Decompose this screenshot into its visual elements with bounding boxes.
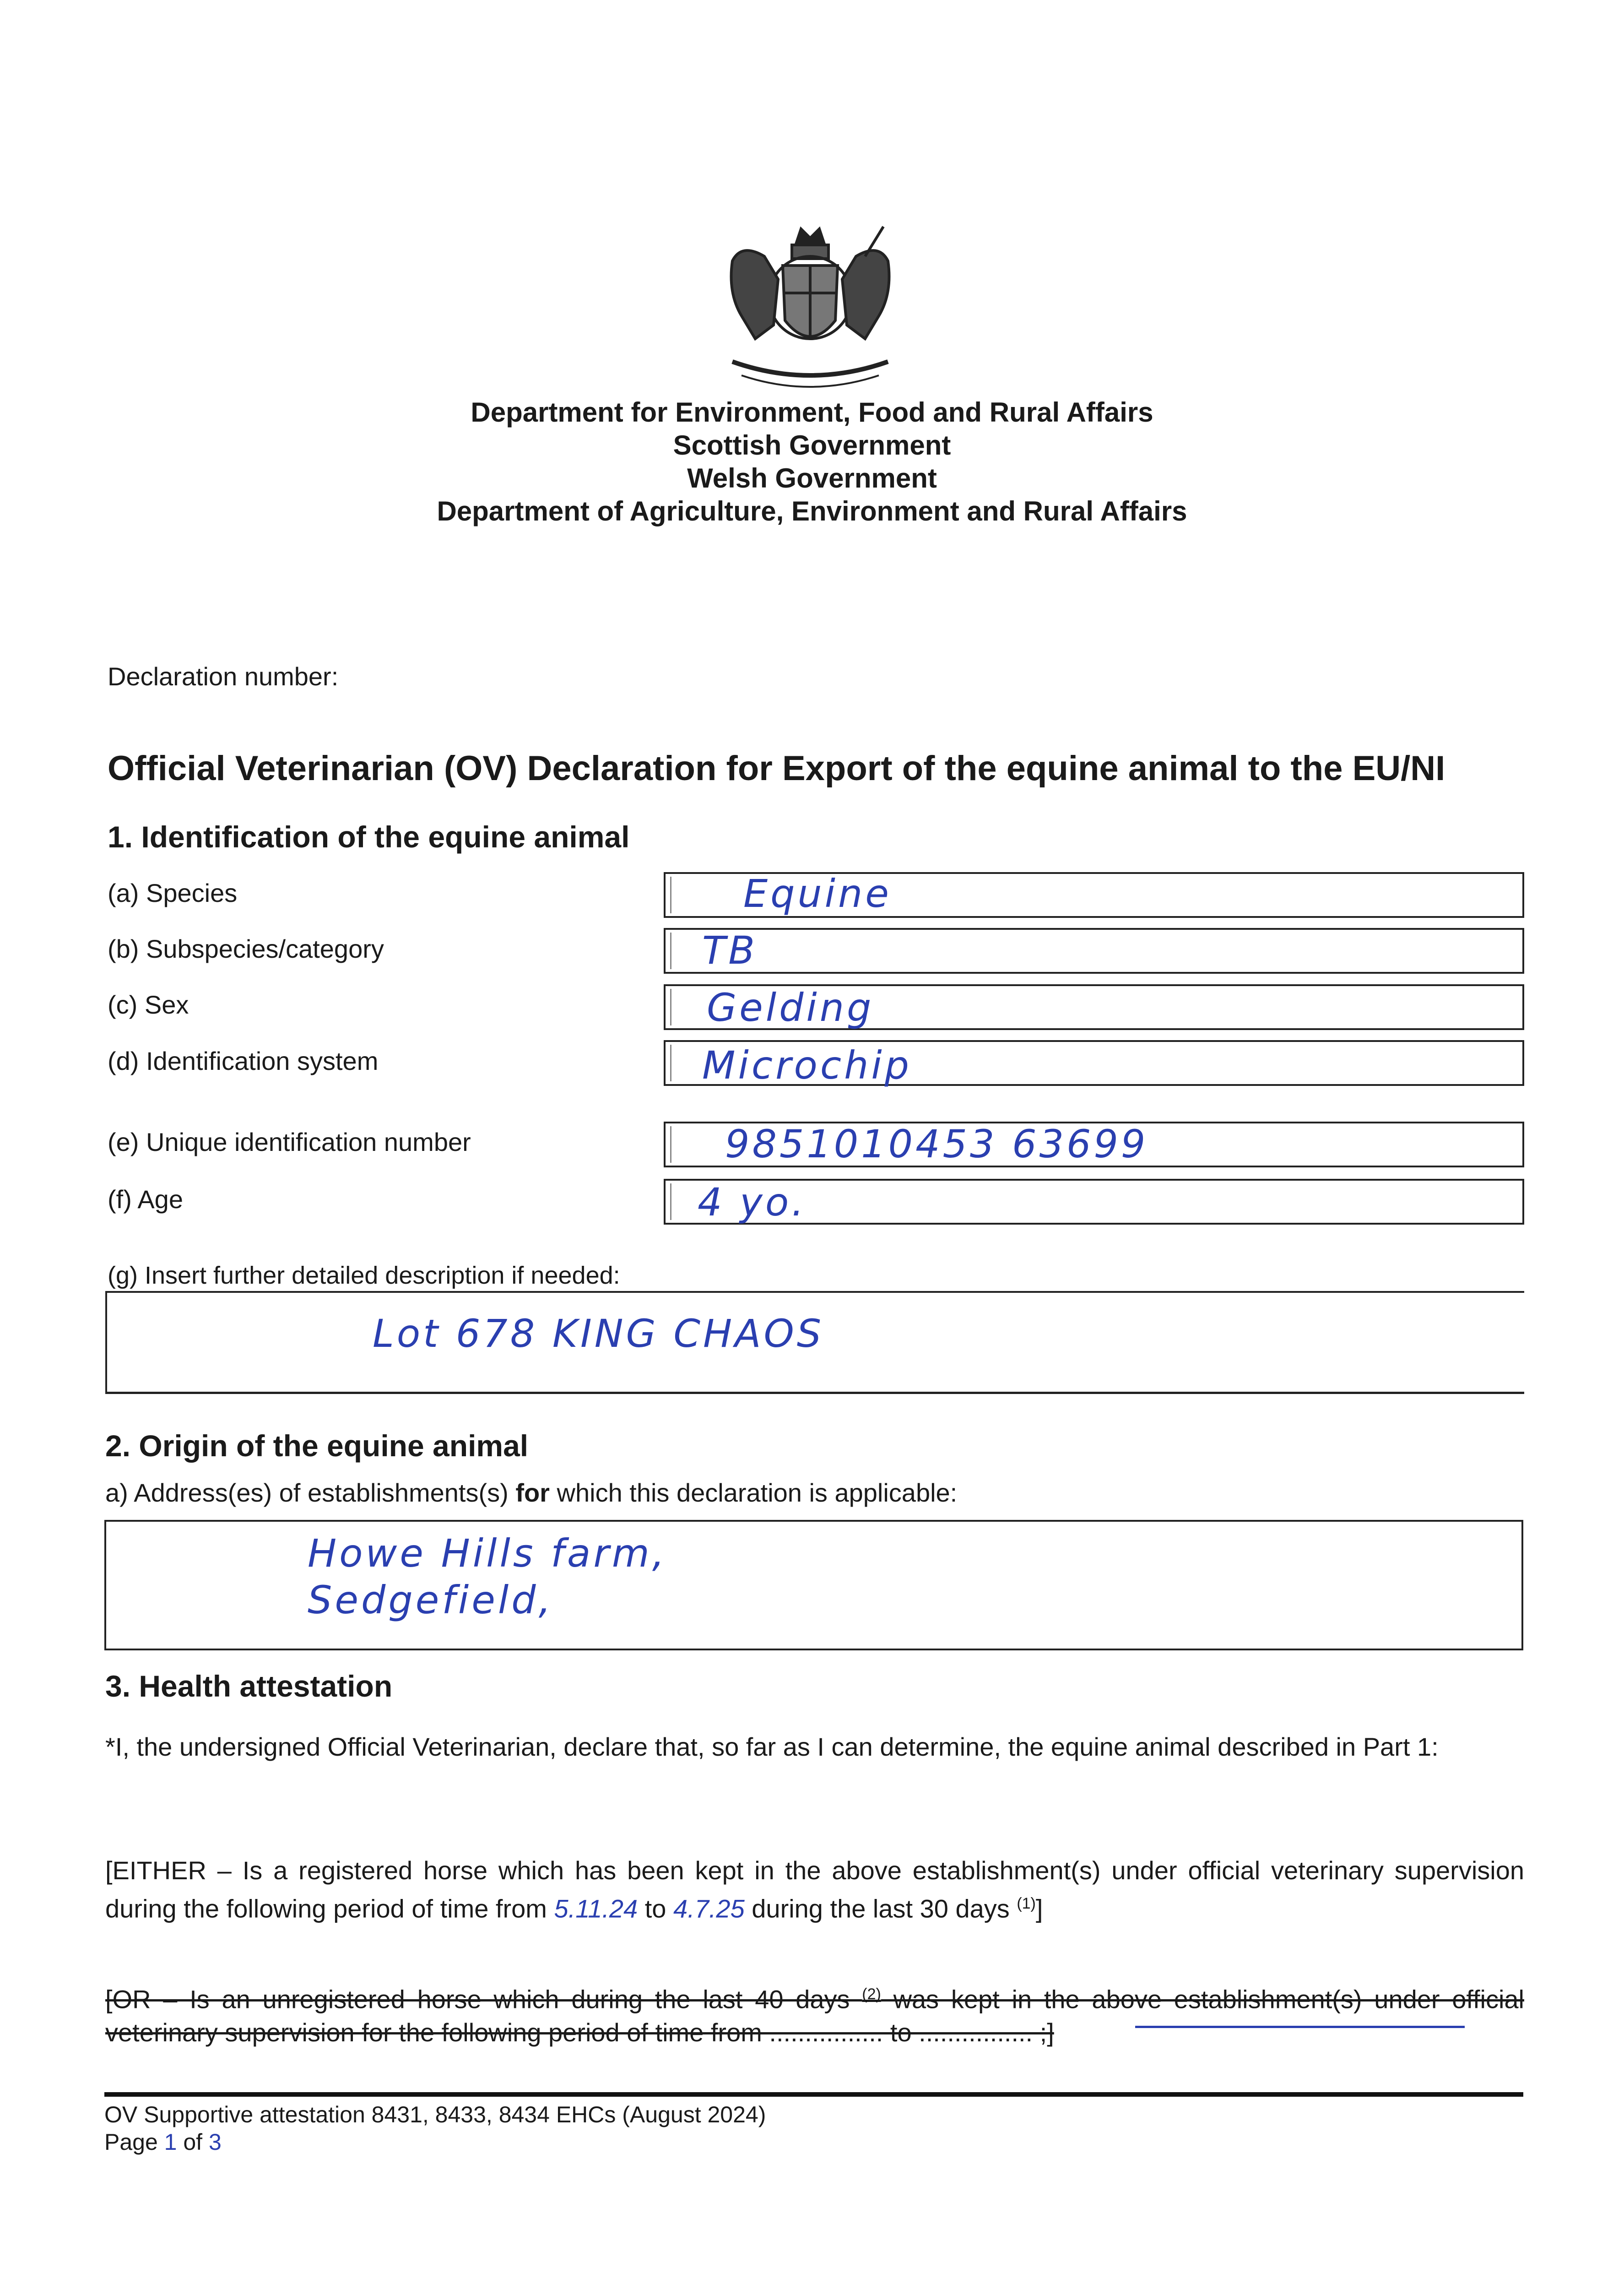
attestation-intro: *I, the undersigned Official Veterinarian, declare that, so far as I can determine, the equine animal described in Part 1: (105, 1732, 1439, 1761)
declaration-number-label: Declaration number: (108, 662, 339, 691)
strike-line (1135, 2026, 1465, 2028)
address-field[interactable] (104, 1520, 1523, 1650)
species-field[interactable] (664, 872, 1524, 918)
further-description-value: Lot 678 KING CHAOS (373, 1311, 824, 1356)
department-name: Department for Environment, Food and Rural Affairs (471, 397, 1153, 428)
department-name: Department of Agriculture, Environment and Rural Affairs (437, 496, 1187, 526)
address-label: a) Address(es) of establishments(s) for which this declaration is applicable: (105, 1478, 958, 1507)
footer-rule (104, 2092, 1523, 2097)
either-to-date: 4.7.25 (673, 1894, 745, 1923)
species-label: (a) Species (108, 879, 238, 907)
section-3-heading: 3. Health attestation (105, 1669, 393, 1703)
unique-id-field[interactable] (664, 1122, 1524, 1167)
age-value: 4 yo. (698, 1180, 807, 1225)
footer-attestation-ref: OV Supportive attestation 8431, 8433, 8434 EHCs (August 2024) (104, 2102, 766, 2127)
department-name: Scottish Government (673, 430, 951, 461)
sex-label: (c) Sex (108, 990, 189, 1019)
either-from-date: 5.11.24 (554, 1894, 638, 1923)
further-description-field[interactable] (105, 1291, 1524, 1394)
unique-id-label: (e) Unique identification number (108, 1128, 471, 1156)
id-system-field[interactable] (664, 1040, 1524, 1086)
unique-id-value: 9851010453 63699 (725, 1122, 1148, 1166)
age-label: (f) Age (108, 1185, 183, 1214)
age-field[interactable] (664, 1179, 1524, 1225)
id-system-label: (d) Identification system (108, 1047, 379, 1075)
address-line-1: Howe Hills farm, (308, 1531, 667, 1576)
subspecies-value: TB (702, 928, 758, 973)
section-1-heading: 1. Identification of the equine animal (108, 820, 630, 854)
id-system-value: Microchip (702, 1043, 912, 1088)
section-2-heading: 2. Origin of the equine animal (105, 1429, 529, 1463)
subspecies-label: (b) Subspecies/category (108, 934, 384, 963)
page-title: Official Veterinarian (OV) Declaration for Export of the equine animal to the EU/NI (108, 749, 1445, 788)
royal-coat-of-arms-logo (714, 224, 906, 389)
department-name: Welsh Government (687, 463, 937, 494)
sex-value: Gelding (707, 985, 874, 1030)
sex-field[interactable] (664, 984, 1524, 1030)
address-line-2: Sedgefield, (308, 1578, 554, 1622)
species-value: Equine (743, 871, 892, 916)
page-number: Page 1 of 3 (104, 2129, 222, 2155)
further-description-label: (g) Insert further detailed description if needed: (108, 1262, 620, 1289)
either-clause: [EITHER – Is a registered horse which has been kept in the above establishment(s) under official veterinary supervision during the following period of time from 5.11.24 to 4.7.25 during the last 30 days $^{(1)}$] (105, 1856, 1524, 1923)
subspecies-field[interactable] (664, 928, 1524, 974)
or-clause-struck: [OR – Is an unregistered horse which during the last 40 days $^{(2)}$ was kept in the above establishment(s) under official veterinary supervision for the following period of time from ................ to ................ ;] (105, 1985, 1524, 2047)
